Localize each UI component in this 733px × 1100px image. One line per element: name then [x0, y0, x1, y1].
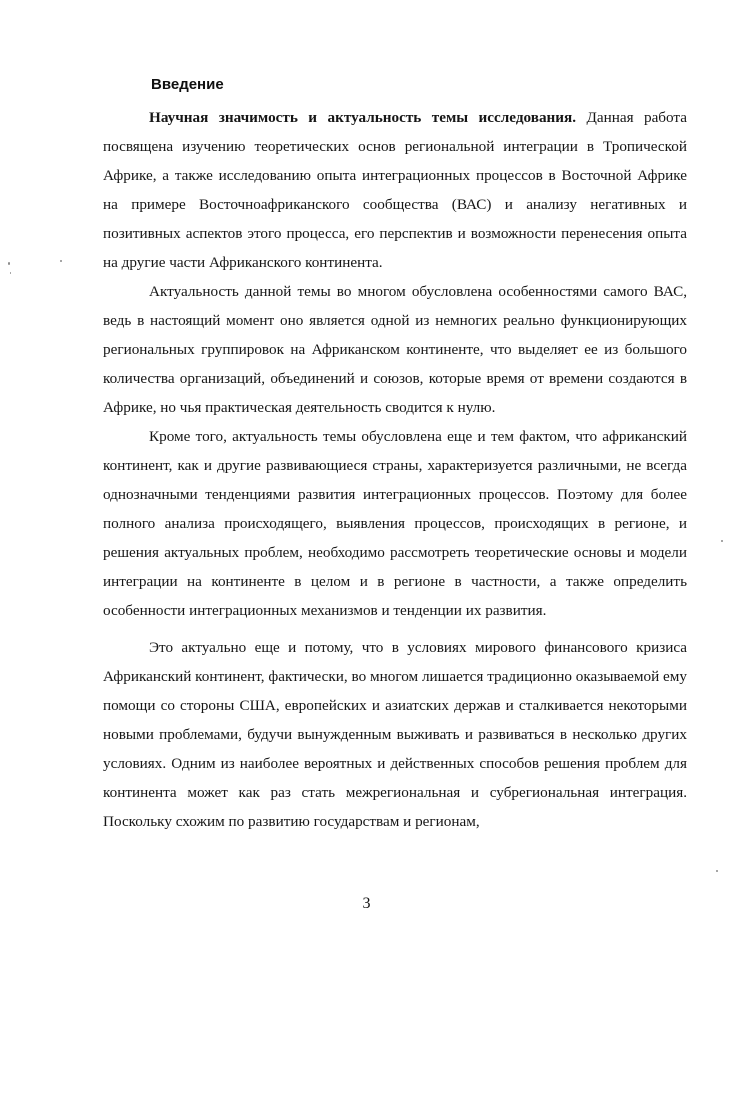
scan-speck	[60, 260, 62, 262]
paragraph-lead: Научная значимость и актуальность темы исследования.	[149, 109, 577, 126]
page-number: 3	[362, 895, 371, 912]
scan-speck	[10, 272, 11, 274]
scan-speck	[721, 540, 723, 542]
body-text	[103, 103, 687, 836]
section-heading: Введение	[151, 76, 224, 93]
paragraph-4: Это актуально еще и потому, что в условиях мирового финансового кризиса Африканский континент, фактически, во многом лишается традиционно оказываемой ему помощи со стороны США, европейских и азиатских держав и сталкивается некоторыми новыми проблемами, будучи вынужденным выживать и развиваться в несколько других условиях. Одним из наиболее вероятных и действенных способов решения проблем для континента может как раз стать межрегиональная и субрегиональная интеграция. Поскольку схожим по развитию государствам и регионам,	[103, 639, 687, 830]
scan-speck	[716, 870, 718, 872]
scan-speck	[8, 262, 10, 265]
paragraph-2: Актуальность данной темы во многом обусловлена особенностями самого ВАС, ведь в настоящий момент оно является одной из немногих реально функционирующих региональных группировок на Африканском континенте, что выделяет ее из большого количества организаций, объединений и союзов, которые время от времени создаются в Африке, но чья практическая деятельность сводится к нулю.	[103, 283, 687, 416]
paragraph-1	[103, 103, 687, 277]
paragraph-text: Данная работа посвящена изучению теоретических основ региональной интеграции в Тропической Африке, а также исследованию опыта интеграционных процессов в Восточной Африке на примере Восточноафриканского сообщества (ВАС) и анализу негативных и позитивных аспектов этого процесса, его перспектив и возможности перенесения опыта на другие части Африканского континента.	[103, 109, 687, 271]
paragraph-3: Кроме того, актуальность темы обусловлена еще и тем фактом, что африканский континент, как и другие развивающиеся страны, характеризуется различными, не всегда однозначными тенденциями развития интеграционных процессов. Поэтому для более полного анализа происходящего, выявления процессов, происходящих в регионе, и решения актуальных проблем, необходимо рассмотреть теоретические основы и модели интеграции на континенте в целом и в регионе в частности, а также определить особенности интеграционных механизмов и тенденции их развития.	[103, 428, 687, 619]
